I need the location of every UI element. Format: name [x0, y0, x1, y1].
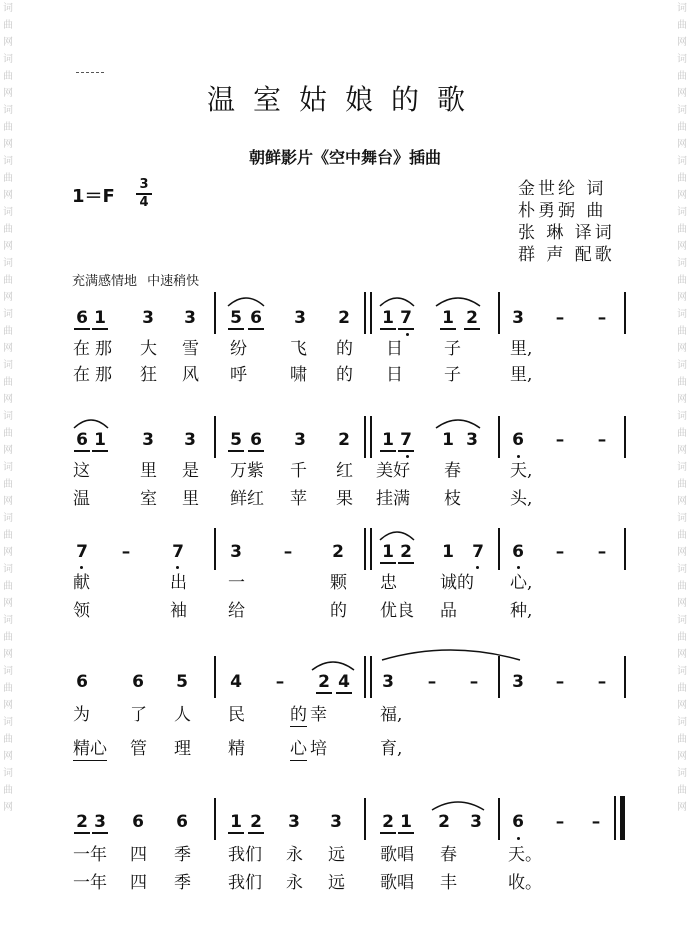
- note: 3: [512, 308, 524, 328]
- lyric-word: 领: [73, 601, 90, 621]
- lyric-word: 一: [228, 573, 245, 593]
- lyric-word: 那: [95, 339, 112, 359]
- lyric-word: 歌唱: [380, 845, 414, 865]
- lyric-word: 这: [73, 461, 90, 481]
- note: 2: [74, 812, 90, 834]
- lyric-word: 在: [73, 365, 90, 385]
- lyric-word: 管: [130, 739, 147, 759]
- time-signature-bottom: 4: [139, 195, 149, 210]
- note: 2: [438, 812, 450, 832]
- note: 3: [92, 812, 108, 834]
- note: 3: [288, 812, 300, 832]
- note: 6: [132, 812, 144, 832]
- lyric-word: 一年: [73, 873, 107, 893]
- note: 3: [142, 430, 154, 450]
- lyric-word: 精心: [73, 739, 107, 759]
- note: 6: [248, 308, 264, 330]
- lyric-word: 的: [336, 365, 353, 385]
- lyric-word: 里,: [510, 339, 533, 359]
- note: 4: [230, 672, 242, 692]
- note: 6: [512, 430, 524, 450]
- note: 6: [132, 672, 144, 692]
- slur: [436, 298, 480, 306]
- lyric-word: 温: [73, 489, 90, 509]
- note: 3: [184, 430, 196, 450]
- note: 6: [248, 430, 264, 452]
- dash: –: [555, 308, 565, 328]
- lyric-word: 幸: [310, 705, 327, 725]
- lyric-word: 品: [440, 601, 457, 621]
- lyric-word: 日: [386, 339, 403, 359]
- dash: –: [275, 672, 285, 692]
- lyric-word: 枝: [444, 489, 461, 509]
- note: 7: [398, 430, 414, 452]
- lyric-word: 日: [386, 365, 403, 385]
- note: 7: [76, 542, 88, 562]
- note: 3: [466, 430, 478, 450]
- lyric-word: 的: [290, 705, 307, 725]
- note: 3: [230, 542, 242, 562]
- note: 1: [92, 430, 108, 452]
- dash: –: [427, 672, 437, 692]
- dash: –: [597, 430, 607, 450]
- slur: [312, 662, 354, 670]
- lyric-word: 子: [444, 365, 461, 385]
- lyric-word: 大: [140, 339, 157, 359]
- dash: –: [121, 542, 131, 562]
- lyric-word: 培: [310, 739, 327, 759]
- note: 6: [74, 308, 90, 330]
- tempo-marking: 充满感情地 中速稍快: [72, 274, 200, 289]
- note: 3: [294, 308, 306, 328]
- lyric-word: 为: [73, 705, 90, 725]
- lyric-word: 挂满: [376, 489, 410, 509]
- lyric-word: 红: [336, 461, 353, 481]
- lyric-word: 远: [328, 845, 345, 865]
- lyric-word: 袖: [170, 601, 187, 621]
- lyric-word: 优良: [380, 601, 414, 621]
- note: 2: [248, 812, 264, 834]
- lyric-word: 我们: [228, 845, 262, 865]
- lyric-word: 种,: [510, 601, 533, 621]
- lyric-word: 永: [286, 873, 303, 893]
- lyric-word: 精: [228, 739, 245, 759]
- key-signature: 1＝F: [72, 186, 115, 207]
- dash: –: [597, 672, 607, 692]
- lyric-word: 万紫: [230, 461, 264, 481]
- lyric-word: 给: [228, 601, 245, 621]
- slur: [432, 802, 484, 810]
- slur: [436, 420, 480, 428]
- note: 5: [228, 430, 244, 452]
- lyric-word: 子: [444, 339, 461, 359]
- note: 2: [316, 672, 332, 694]
- lyric-word: 的: [336, 339, 353, 359]
- lyric-word: 啸: [290, 365, 307, 385]
- note: 1: [228, 812, 244, 834]
- lyric-word: 里: [182, 489, 199, 509]
- lyric-word: 心: [290, 739, 307, 759]
- lyric-word: 四: [130, 873, 147, 893]
- lyric-word: 美好: [376, 461, 410, 481]
- lyric-word: 远: [328, 873, 345, 893]
- note: 6: [512, 812, 524, 832]
- note: 1: [92, 308, 108, 330]
- note: 2: [338, 430, 350, 450]
- note: 1: [380, 430, 396, 452]
- dash: –: [469, 672, 479, 692]
- lyric-word: 天。: [508, 845, 542, 865]
- lyric-word: 在: [73, 339, 90, 359]
- lyric-word: 雪: [182, 339, 199, 359]
- note: 6: [76, 672, 88, 692]
- lyric-word: 我们: [228, 873, 262, 893]
- note: 2: [464, 308, 480, 330]
- note: 7: [472, 542, 484, 562]
- lyric-word: 理: [174, 739, 191, 759]
- dash: –: [555, 430, 565, 450]
- lyric-word: 室: [140, 489, 157, 509]
- lyric-word: 那: [95, 365, 112, 385]
- slur: [380, 532, 414, 540]
- note: 2: [338, 308, 350, 328]
- lyric-word: 献: [73, 573, 90, 593]
- dash: –: [283, 542, 293, 562]
- lyric-word: 里,: [510, 365, 533, 385]
- lyric-word: 春: [444, 461, 461, 481]
- note: 1: [442, 542, 454, 562]
- credit-arranger: 群 声 配歌: [518, 245, 615, 265]
- lyric-word: 心,: [510, 573, 533, 593]
- note: 1: [398, 812, 414, 834]
- dash: –: [555, 812, 565, 832]
- dash: –: [597, 308, 607, 328]
- lyric-word: 春: [440, 845, 457, 865]
- watermark-left: 词曲网 词曲网 词曲网 词曲网 词曲网 词曲网 词曲网 词曲网 词曲网 词曲网 词曲网 词曲网 词曲网 词曲网 词曲网 词曲网: [3, 3, 13, 813]
- note: 1: [440, 308, 456, 330]
- lyric-word: 收。: [508, 873, 542, 893]
- slur: [380, 298, 414, 306]
- note: 2: [398, 542, 414, 564]
- credit-composer: 朴勇弼 曲: [518, 201, 607, 221]
- lyric-word: 飞: [290, 339, 307, 359]
- lyric-word: 育,: [380, 739, 403, 759]
- note: 3: [470, 812, 482, 832]
- lyric-word: 鲜红: [230, 489, 264, 509]
- note: 3: [294, 430, 306, 450]
- lyric-word: 人: [174, 705, 191, 725]
- lyric-word: 出: [170, 573, 187, 593]
- lyric-word: 天,: [510, 461, 533, 481]
- note: 7: [398, 308, 414, 330]
- watermark-right: 词曲网 词曲网 词曲网 词曲网 词曲网 词曲网 词曲网 词曲网 词曲网 词曲网 词曲网 词曲网 词曲网 词曲网 词曲网 词曲网: [677, 3, 687, 813]
- dash: –: [597, 542, 607, 562]
- lyric-word: 永: [286, 845, 303, 865]
- note: 3: [512, 672, 524, 692]
- lyric-word: 季: [174, 873, 191, 893]
- lyric-word: 千: [290, 461, 307, 481]
- lyric-word: 四: [130, 845, 147, 865]
- note: 3: [382, 672, 394, 692]
- lyric-word: 民: [228, 705, 245, 725]
- lyric-word: 颗: [330, 573, 347, 593]
- lyric-word: 忠: [380, 573, 397, 593]
- note: 4: [336, 672, 352, 694]
- lyric-word: 里: [140, 461, 157, 481]
- dash: –: [591, 812, 601, 832]
- note: 3: [142, 308, 154, 328]
- credit-lyricist: 金世纶 词: [518, 179, 607, 199]
- lyric-word: 苹: [290, 489, 307, 509]
- slur: [74, 420, 108, 428]
- slur: [382, 650, 520, 660]
- lyric-word: 狂: [140, 365, 157, 385]
- note: 6: [176, 812, 188, 832]
- note: 5: [228, 308, 244, 330]
- lyric-word: 一年: [73, 845, 107, 865]
- note: 2: [332, 542, 344, 562]
- note: 1: [380, 542, 396, 564]
- lyric-word: 头,: [510, 489, 533, 509]
- dash: –: [555, 672, 565, 692]
- note: 3: [184, 308, 196, 328]
- lyric-word: 风: [182, 365, 199, 385]
- note: 5: [176, 672, 188, 692]
- song-title: 温室姑娘的歌: [206, 83, 483, 116]
- lyric-word: 呼: [230, 365, 247, 385]
- slur: [228, 298, 264, 306]
- song-subtitle: 朝鲜影片《空中舞台》插曲: [248, 148, 441, 167]
- lyric-word: 纷: [230, 339, 247, 359]
- note: 1: [380, 308, 396, 330]
- lyric-word: 季: [174, 845, 191, 865]
- note: 1: [442, 430, 454, 450]
- lyric-word: 丰: [440, 873, 457, 893]
- credit-translator: 张 琳 译词: [518, 223, 615, 243]
- note: 2: [380, 812, 396, 834]
- note: 3: [330, 812, 342, 832]
- lyric-word: 是: [182, 461, 199, 481]
- lyric-word: 了: [130, 705, 147, 725]
- lyric-word: 诚的: [440, 573, 474, 593]
- lyric-word: 的: [330, 601, 347, 621]
- lyric-word: 歌唱: [380, 873, 414, 893]
- note: 6: [512, 542, 524, 562]
- note: 6: [74, 430, 90, 452]
- time-signature-top: 3: [139, 177, 149, 192]
- dash: –: [555, 542, 565, 562]
- lyric-word: 果: [336, 489, 353, 509]
- lyric-word: 福,: [380, 705, 403, 725]
- note: 7: [172, 542, 184, 562]
